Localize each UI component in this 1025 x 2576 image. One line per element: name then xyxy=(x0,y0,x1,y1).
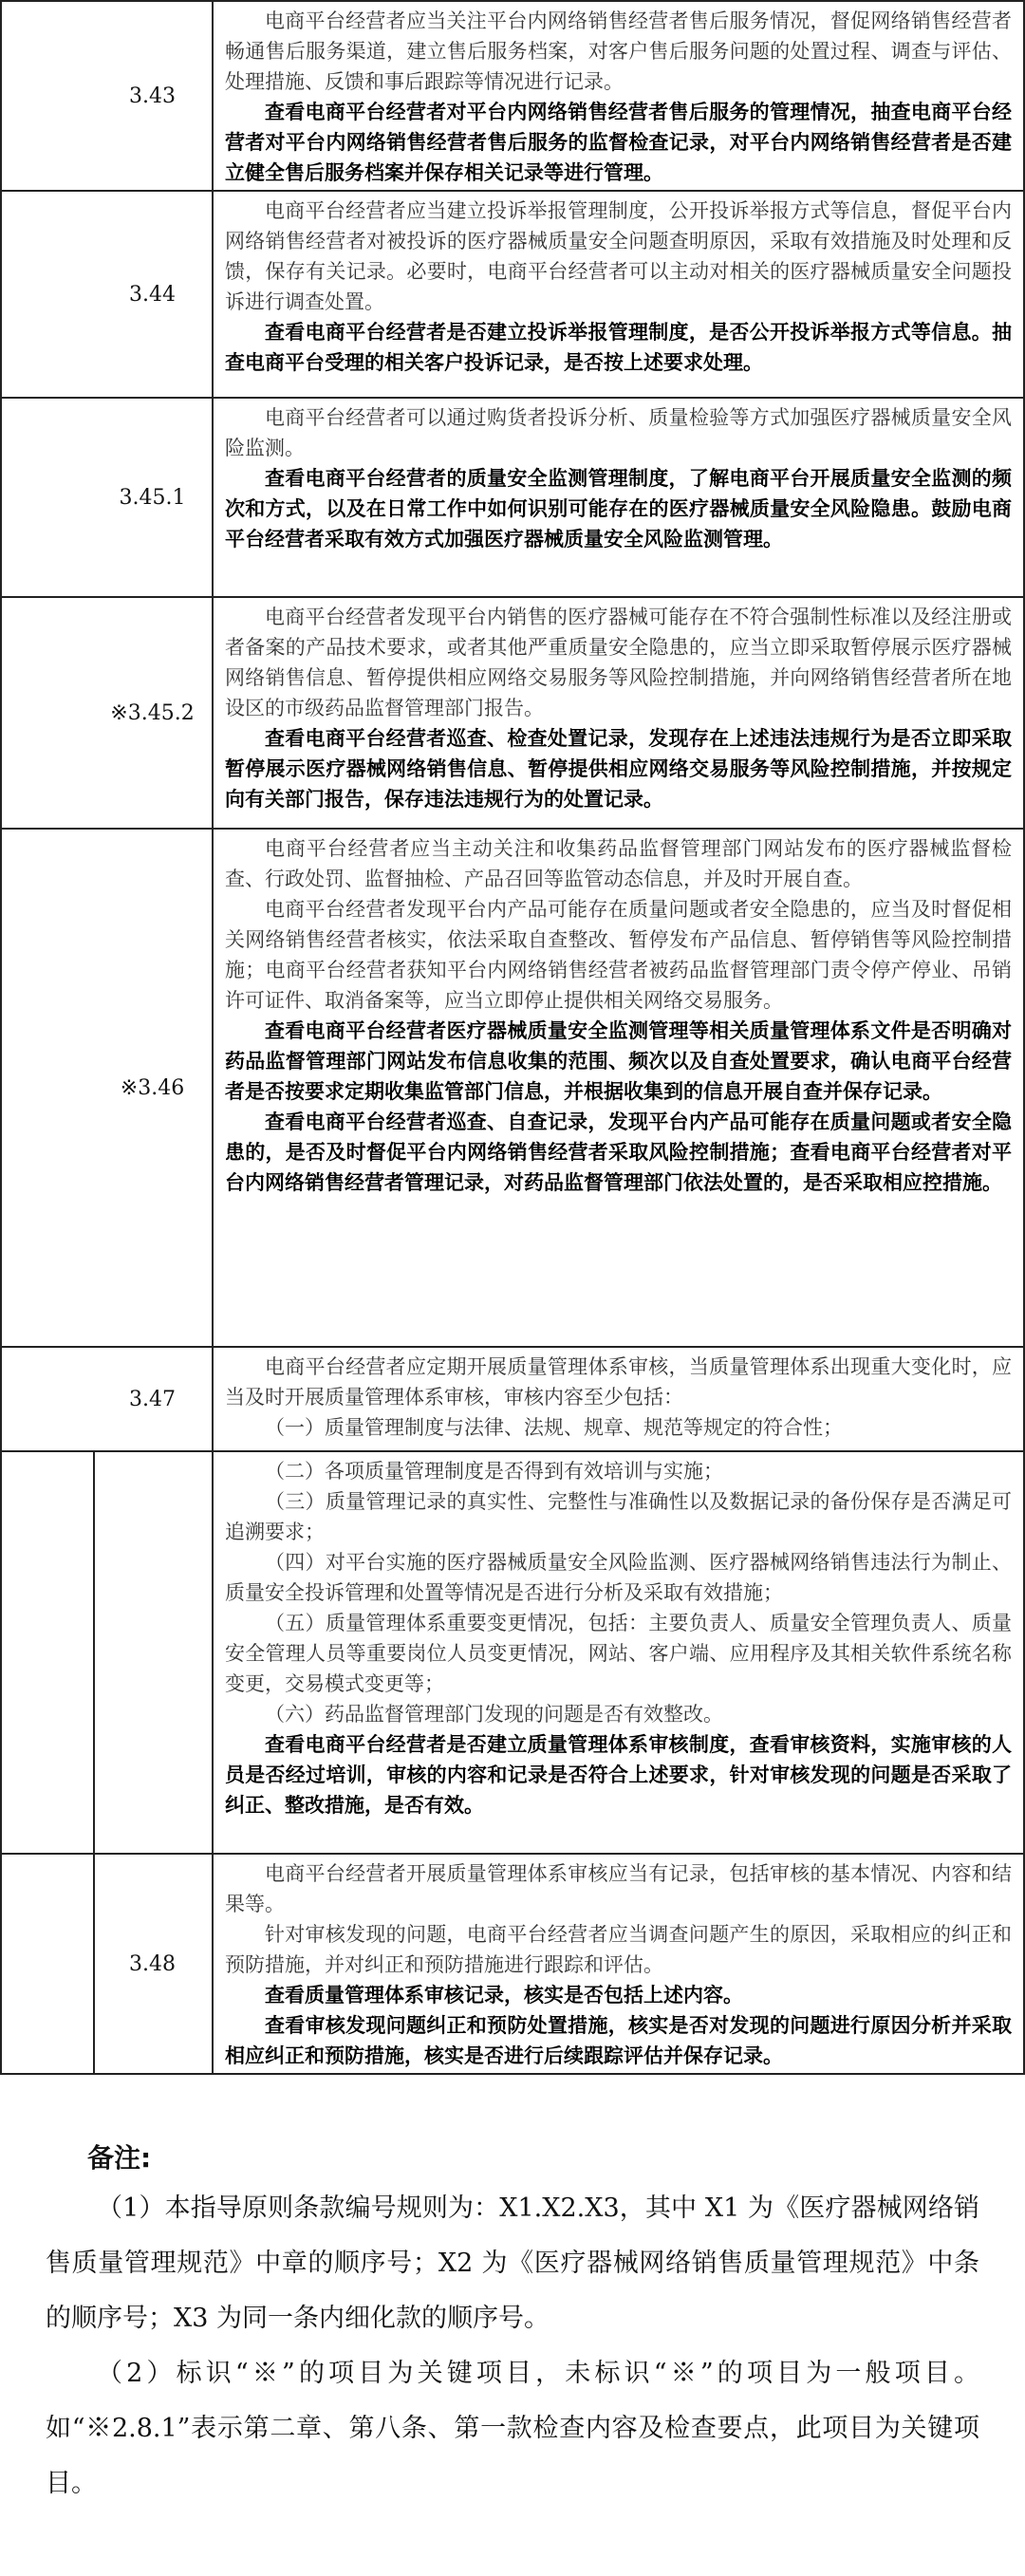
inspection-point-text: 查看电商平台经营者巡查、自查记录，发现平台内产品可能存在质量问题或者安全隐患的，是否及时督促平台内网络销售经营者采取风险控制措施；查看电商平台经营者对平台内网络销售经营者管理记录，对药品监督管理部门依法处置的，是否采取相应控措施。 xyxy=(225,1111,1012,1194)
requirement-text: （六）药品监督管理部门发现的问题是否有效整改。 xyxy=(265,1703,723,1726)
clause-number: 3.47 xyxy=(93,1348,214,1450)
table-row xyxy=(0,1452,1025,1855)
clause-content xyxy=(214,1855,1023,2077)
inspection-point-text: 查看电商平台经营者的质量安全监测管理制度，了解电商平台开展质量安全监测的频次和方式，以及在日常工作中如何识别可能存在的医疗器械质量安全风险隐患。鼓励电商平台经营者采取有效方式加强医疗器械质量安全风险监测管理。 xyxy=(225,467,1012,551)
clause-number xyxy=(93,1452,214,1853)
inspection-point-text: 查看审核发现问题纠正和预防处置措施，核实是否对发现的问题进行原因分析并采取相应纠正和预防措施，核实是否进行后续跟踪评估并保存记录。 xyxy=(225,2014,1012,2067)
clause-content xyxy=(214,1348,1023,1448)
clause-content xyxy=(214,1452,1023,1826)
requirement-text: （四）对平台实施的医疗器械质量安全风险监测、医疗器械网络销售违法行为制止、质量安全投诉管理和处置等情况是否进行分析及采取有效措施； xyxy=(225,1551,1012,1604)
clause-number: ※3.45.2 xyxy=(93,598,214,828)
requirement-text: 电商平台经营者发现平台内产品可能存在质量问题或者安全隐患的，应当及时督促相关网络销售经营者核实，依法采取自查整改、暂停发布产品信息、暂停销售等风险控制措施；电商平台经营者获知平台内网络销售经营者被药品监督管理部门责令停产停业、吊销许可证件、取消备案等，应当立即停止提供相关网络交易服务。 xyxy=(225,898,1012,1012)
table-row xyxy=(0,598,1025,830)
clause-number: 3.43 xyxy=(93,2,214,190)
outer-column xyxy=(2,1452,95,1853)
inspection-point-text: 查看电商平台经营者对平台内网络销售经营者售后服务的管理情况，抽查电商平台经营者对平台内网络销售经营者售后服务的监督检查记录，对平台内网络销售经营者是否建立健全售后服务档案并保存相关记录等进行管理。 xyxy=(225,101,1012,184)
requirement-text: 针对审核发现的问题，电商平台经营者应当调查问题产生的原因，采取相应的纠正和预防措施，并对纠正和预防措施进行跟踪和评估。 xyxy=(225,1923,1012,1976)
requirement-text: （二）各项质量管理制度是否得到有效培训与实施； xyxy=(265,1460,723,1483)
clause-number: 3.44 xyxy=(93,192,214,397)
clause-content xyxy=(214,2,1023,194)
inspection-point-text: 查看电商平台经营者医疗器械质量安全监测管理等相关质量管理体系文件是否明确对药品监督管理部门网站发布信息收集的范围、频次以及自查处置要求，确认电商平台经营者是否按要求定期收集监管部门信息，并根据收集到的信息开展自查并保存记录。 xyxy=(225,1019,1012,1103)
clause-number: ※3.46 xyxy=(93,830,214,1346)
notes-section xyxy=(0,2136,1025,2511)
requirement-text: 电商平台经营者应当建立投诉举报管理制度，公开投诉举报方式等信息，督促平台内网络销售经营者对被投诉的医疗器械质量安全问题查明原因，采取有效措施及时处理和反馈，保存有关记录。必要时，电商平台经营者可以主动对相关的医疗器械质量安全问题投诉进行调查处置。 xyxy=(225,199,1012,313)
table-row xyxy=(0,1855,1025,2075)
table-row xyxy=(0,0,1025,192)
requirement-text: 电商平台经营者应定期开展质量管理体系审核，当质量管理体系出现重大变化时，应当及时开展质量管理体系审核，审核内容至少包括： xyxy=(225,1355,1012,1409)
table-row xyxy=(0,192,1025,399)
requirement-text: 电商平台经营者开展质量管理体系审核应当有记录，包括审核的基本情况、内容和结果等。 xyxy=(225,1862,1012,1915)
inspection-point-text: 查看质量管理体系审核记录，核实是否包括上述内容。 xyxy=(265,1984,743,2007)
notes-heading: 备注: xyxy=(87,2142,152,2174)
requirement-text: 电商平台经营者应当关注平台内网络销售经营者售后服务情况，督促网络销售经营者畅通售后服务渠道，建立售后服务档案，对客户售后服务问题的处置过程、调查与评估、处理措施、反馈和事后跟踪等情况进行记录。 xyxy=(225,9,1012,93)
requirement-text: 电商平台经营者应当主动关注和收集药品监督管理部门网站发布的医疗器械监督检查、行政处罚、监督抽检、产品召回等监管动态信息，并及时开展自查。 xyxy=(225,837,1012,890)
clause-content xyxy=(214,192,1023,383)
table-row xyxy=(0,399,1025,598)
note-item: （1）本指导原则条款编号规则为：X1.X2.X3，其中 X1 为《医疗器械网络销售质量管理规范》中章的顺序号；X2 为《医疗器械网络销售质量管理规范》中条的顺序号；X3 为同一条内细化款的顺序号。 xyxy=(46,2193,979,2333)
clause-number: 3.48 xyxy=(93,1855,214,2073)
table-row xyxy=(0,830,1025,1348)
requirement-text: 电商平台经营者发现平台内销售的医疗器械可能存在不符合强制性标准以及经注册或者备案的产品技术要求，或者其他严重质量安全隐患的，应当立即采取暂停展示医疗器械网络销售信息、暂停提供相应网络交易服务等风险控制措施，并向网络销售经营者所在地设区的市级药品监督管理部门报告。 xyxy=(225,606,1012,719)
clause-content xyxy=(214,598,1023,820)
outer-column xyxy=(2,1855,95,2073)
clause-content xyxy=(214,830,1023,1204)
requirement-text: （五）质量管理体系重要变更情况，包括：主要负责人、质量安全管理负责人、质量安全管理人员等重要岗位人员变更情况，网站、客户端、应用程序及其相关软件系统名称变更，交易模式变更等； xyxy=(225,1612,1012,1695)
note-item: （2）标识“※”的项目为关键项目，未标识“※”的项目为一般项目。如“※2.8.1”表示第二章、第八条、第一款检查内容及检查要点，此项目为关键项目。 xyxy=(46,2359,979,2498)
requirement-text: （一）质量管理制度与法律、法规、规章、规范等规定的符合性； xyxy=(265,1416,843,1439)
clause-content xyxy=(214,399,1023,560)
clause-number: 3.45.1 xyxy=(93,399,214,596)
inspection-point-text: 查看电商平台经营者巡查、检查处置记录，发现存在上述违法违规行为是否立即采取暂停展示医疗器械网络销售信息、暂停提供相应网络交易服务等风险控制措施，并按规定向有关部门报告，保存违法违规行为的处置记录。 xyxy=(225,727,1012,811)
table-row xyxy=(0,1348,1025,1452)
requirement-text: （三）质量管理记录的真实性、完整性与准确性以及数据记录的备份保存是否满足可追溯要求； xyxy=(225,1490,1012,1543)
requirement-text: 电商平台经营者可以通过购货者投诉分析、质量检验等方式加强医疗器械质量安全风险监测。 xyxy=(225,406,1012,459)
inspection-point-text: 查看电商平台经营者是否建立投诉举报管理制度，是否公开投诉举报方式等信息。抽查电商平台受理的相关客户投诉记录，是否按上述要求处理。 xyxy=(225,321,1012,374)
inspection-point-text: 查看电商平台经营者是否建立质量管理体系审核制度，查看审核资料，实施审核的人员是否经过培训，审核的内容和记录是否符合上述要求，针对审核发现的问题是否采取了纠正、整改措施，是否有效。 xyxy=(225,1733,1012,1817)
